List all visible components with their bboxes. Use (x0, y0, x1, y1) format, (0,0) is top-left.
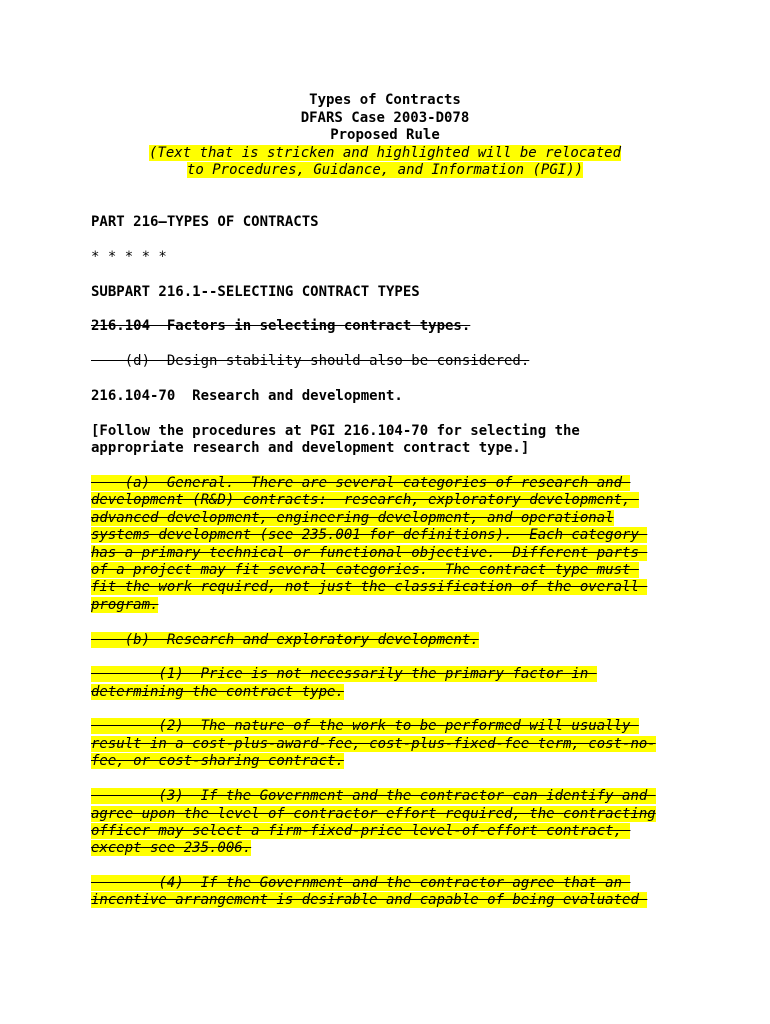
paragraph-b4-line: (4) If the Government and the contractor agree that an (91, 875, 631, 891)
section-216-104-heading: 216.104 Factors in selecting contract types. (91, 318, 471, 334)
paragraph-a-line: systems development (see 235.001 for definitions). Each category (91, 527, 648, 543)
paragraph-b1-line: determining the contract type. (91, 684, 344, 700)
part-heading: PART 216—TYPES OF CONTRACTS (91, 214, 319, 230)
paragraph-b3-line: except see 235.006. (91, 840, 252, 856)
follow-procedures-line-1: [Follow the procedures at PGI 216.104-70 for selecting the (91, 423, 580, 439)
paragraph-a-line: development (R&D) contracts: research, exploratory development, (91, 492, 639, 508)
paragraph-b4-line: incentive arrangement is desirable and capable of being evaluated (91, 892, 648, 908)
paragraph-b1-line: (1) Price is not necessarily the primary factor in (91, 666, 597, 682)
doc-title: Types of Contracts (309, 92, 461, 108)
omission-stars: * * * * * (91, 249, 167, 265)
paragraph-a-line: advanced development, engineering development, and operational (91, 510, 614, 526)
rule-type: Proposed Rule (330, 127, 440, 143)
paragraph-a-line: program. (91, 597, 159, 613)
case-number: DFARS Case 2003-D078 (300, 110, 470, 126)
paragraph-a-line: of a project may fit several categories. The contract type must (91, 562, 639, 578)
paragraph-d: (d) Design stability should also be considered. (91, 353, 530, 369)
paragraph-b3-line: agree upon the level of contractor effort required, the contracting (91, 806, 656, 822)
paragraph-b3-line: (3) If the Government and the contractor can identify and (91, 788, 656, 804)
paragraph-a-line: (a) General. There are several categories of research and (91, 475, 631, 491)
paragraph-b2-line: fee, or cost-sharing contract. (91, 753, 344, 769)
follow-procedures-line-2: appropriate research and development contract type.] (91, 440, 530, 456)
paragraph-a-line: fit the work required, not just the classification of the overall (91, 579, 648, 595)
section-216-104-70-heading: 216.104-70 Research and development. (91, 388, 403, 404)
paragraph-a-line: has a primary technical or functional objective. Different parts (91, 545, 648, 561)
paragraph-b2-line: result in a cost-plus-award-fee, cost-plus-fixed-fee term, cost-no- (91, 736, 656, 752)
paragraph-b3-line: officer may select a firm-fixed-price level-of-effort contract, (91, 823, 631, 839)
paragraph-b: (b) Research and exploratory development. (91, 632, 479, 648)
relocation-note-line-2: to Procedures, Guidance, and Information (PGI)) (186, 162, 584, 178)
paragraph-b2-line: (2) The nature of the work to be performed will usually (91, 718, 639, 734)
subpart-heading: SUBPART 216.1--SELECTING CONTRACT TYPES (91, 284, 420, 300)
relocation-note-line-1: (Text that is stricken and highlighted will be relocated (148, 145, 621, 161)
